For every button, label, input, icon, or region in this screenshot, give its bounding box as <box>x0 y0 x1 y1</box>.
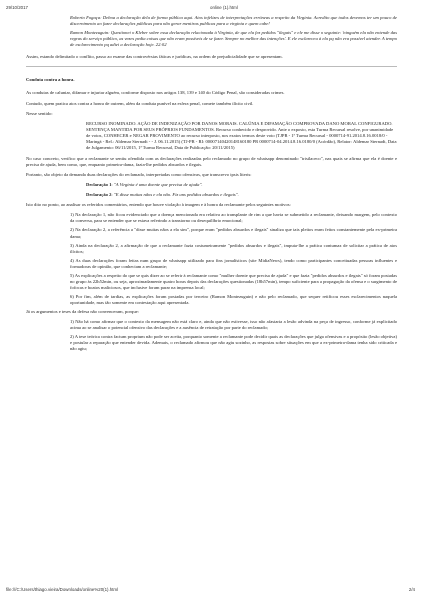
paragraph: Contudo, quem pratica atos contra a honra de outrem, além da conduta punível na esfera penal, comete também ilícito civil. <box>26 100 254 106</box>
declaration-label: Declaração 2 <box>86 192 112 198</box>
section-heading: Conduta contra a honra. <box>26 77 75 83</box>
declaration-label: Declaração 1 <box>86 182 112 188</box>
jurisprudence-citation: RECURSO INOMINADO. AÇÃO DE INDENIZAÇÃO POR DANOS MORAIS. CALÚNIA E DIFAMAÇÃO COMPROVADA DANO MORAL CONFIGURADO. SENTENÇA MANTIDA POR SEUS PRÓPRIOS FUNDAMENTOS. Recurso conhecido e desprovido. Ante o exposto, esta Turma Recursal resolve, por unanimidade de votos, CONHECER e NEGAR PROVIMENTO ao recurso interposto, nos exatos termos deste voto (TJPR - 1ª Turma Recursal - 0000714-91.2014.8.16.0018/0 - Maringá - Rel.: Aldemar Sternadt - - J. 06.11.2015) (TJ-PR - RI: 00007140420148160180 PR 0000714-04.2014.8.16.0180/0 (Acórdão), Relator: Aldemar Sternadt, Data de Julgamento: 06/11/2015, 1ª Turma Recursal, Data de Publicação: 20/11/2015) <box>86 120 397 150</box>
document-body <box>26 15 397 356</box>
declaration-1: Declaração 1: "A Virginia é uma doente que precisa de ajuda". <box>86 182 203 188</box>
print-header <box>6 5 415 13</box>
list-item: 1) Na declaração 1, não ficou evidenciado que a doença mencionada era relativa ao transplante de rim a que havia se submetido a reclamante, deixando margem, pelo contexto da conversa, para se entender que se estava referindo a transtorno ou desequilíbrio emocional; <box>70 212 397 224</box>
print-date: 29/10/2017 <box>6 5 28 10</box>
paragraph: Nesse sentido: <box>26 110 53 116</box>
print-title: online (1).html <box>210 5 238 10</box>
list-item: 6) Por fim, além de tardias, as explicações foram postadas por terceiro (Ramon Montezuguin) e não pelo reclamado, que sequer retificou esses esclarecimentos naquela oportunidade, mas tão somente em contestação aqui apresentada. <box>70 294 397 306</box>
file-url: file:///C:/Users/thiago.vieira/Downloads/online%20(1).html <box>6 587 119 592</box>
list-item: 5) As explicações a respeito do que se quis dizer ao se referir à reclamante como "mulher doente que precisa de ajuda" e que fazia "pedidos absurdos e ilegais" só foram postadas no grupo às 22h52min, ou seja, aproximadamente quatro horas depois das declarações questionadas (18h57min), tempo suficiente para a propagação da ofensa e o surgimento de fofocas e boatos maliciosos, que inclusive foram parar na imprensa local; <box>70 272 397 290</box>
paragraph: As condutas de caluniar, difamar e injuriar alguém, conforme disposto nos artigos 138, 139 e 140 do Código Penal, são consideradas crimes. <box>26 90 285 96</box>
defense-list <box>26 319 397 352</box>
divider <box>26 66 397 67</box>
list-item: 2) Na declaração 2, a referência a "disse muitas nãos a ela sim", porque eram "pedidos absurdos e ilegais" sinaliza que tais pleitos eram feitos constantemente pela ex-primeira dama; <box>70 227 397 239</box>
paragraph: Já os argumentos e teses da defesa não convenceram, porque: <box>26 309 139 315</box>
declaration-text: "A Virginia é uma doente que precisa de ajuda". <box>113 182 203 188</box>
paragraph: Assim, estando delimitado o conflito, passo ao exame das controvérsias fáticas e jurídicas, na ordem de prejudicialidade que se apresentam. <box>26 54 283 60</box>
declaration-text: "E disse muitas nãos e ela não. Fiz uns pedidos absurdos e ilegais". <box>113 192 239 198</box>
print-footer <box>6 587 415 595</box>
paragraph: No caso concreto, verifico que a reclamante se sentiu ofendida com as declarações realizadas pelo reclamado no grupo de whatsapp denominado "trisilaceco", nas quais se afirma que ela é doente e precisa de ajuda, bem como, que, enquanto primeira-dama, fazia-lhe pedidos absurdos e ilegais. <box>26 155 397 167</box>
page-number: 2/4 <box>408 587 415 592</box>
declaration-2: Declaração 2: "E disse muitas nãos e ela não. Fiz uns pedidos absurdos e ilegais". <box>86 192 239 198</box>
quote-paragraph: Ramon Montezuguin: Questionei o Kleber sobre essa declaração relacionada à Virginia, de que ela fez pedidos "ilegais" e ele me disse o seguinte: 'ninguém ela não entende das regras do serviço público, as vezes pedia coisas que não eram possíveis de se fazer. Sempre no melhor das intenções'. E ele esclareceu à ela pq não era possível atender. A tempo de esclarecimento pq adiei a declaração hoje. 22:02 <box>70 30 397 48</box>
quote-paragraph: Roberto Fogaça: Deboa a declaração dela de forma pública aqui. Atos infelizes de interpretações erróneas a respeito da Virginia. Acredito que todos devemos ter um pouco de discernimento ao fazer declarações públicas para não gerar mentiras publicas para a virginia e quem cabe! <box>70 15 397 27</box>
list-item: 2) A tese teórica contra factum proprium não pode ser aceita, porquanto somente a reclamante pode decidir quais as declarações que julga ofensivas e a propósito (lesão objetiva) e postular a reparação que entender devida. Ademais, o reclamado afirmou que não agiu sozinho, as respostas sobre situações em que a ex-primeira-dama tenha sido criticada e não agiu; <box>70 334 397 352</box>
list-item: 1) Não há como afirmar que o contexto da mensagem não está claro e, ainda que não estivesse, isso não afastaria a lesão advinda na peça de ingresso, conforme já explicitado acima ao se analisar o potencial ofensivo das declarações e a ausência de retratação por parte do reclamado; <box>70 319 397 331</box>
paragraph: Portanto, são objeto da demanda duas declarações do reclamado, interpretadas como ofensivas, que transcrevo ipsis literis: <box>26 172 252 178</box>
paragraph: Isto dito no ponto, ao analisar os referidos comentários, entendo que houve violação à imagem e à honra da reclamante pelos seguintes motivos: <box>26 202 291 208</box>
reasons-list <box>26 212 397 306</box>
whatsapp-quote <box>70 15 397 48</box>
list-item: 4) As duas declarações foram feitas num grupo de whatsapp utilizado para fins jornalísticos (site MidiaNews), tendo como participantes conceituadas pessoas influentes e formadoras de opinião, que conheciam a reclamante; <box>70 257 397 269</box>
list-item: 3) Ainda na declaração 2, a afirmação de que a reclamante fazia costumeiramente "pedidos absurdos e ilegais", imputa-lhe a prática contumaz de solicitar a prática de atos ilícitos; <box>70 242 397 254</box>
